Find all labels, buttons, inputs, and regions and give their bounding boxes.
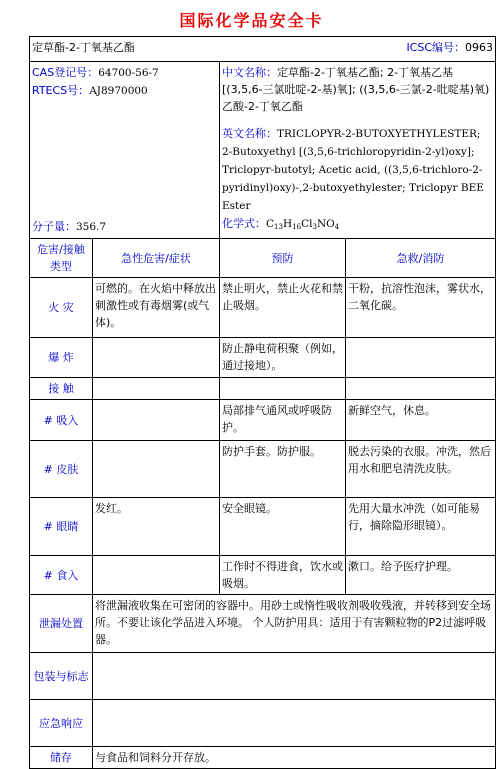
row-packaging <box>30 653 496 700</box>
packaging-text <box>93 653 496 700</box>
chemical-formula: $C_{13}H_{16}Cl_3NO_4$ <box>266 218 340 231</box>
chemical-name: 定草酯-2-丁氧基乙酯 <box>32 41 135 54</box>
storage-label: 储存 <box>30 747 93 769</box>
header-acute: 急性危害/症状 <box>93 239 220 278</box>
row-acute <box>93 338 220 378</box>
row-explosion <box>30 338 496 378</box>
rtecs-label: RTECS号： <box>32 84 90 97</box>
row-prevention: 禁止明火，禁止火花和禁止吸烟。 <box>220 278 346 338</box>
icsc-label: ICSC编号： <box>406 41 466 54</box>
row-first-aid <box>346 378 496 400</box>
row-contact <box>30 378 496 400</box>
row-acute: 可燃的。在火焰中释放出刺激性或有毒烟雾(或气体)。 <box>93 278 220 338</box>
row-first-aid: 新鲜空气，休息。 <box>346 400 496 441</box>
row-prevention: 防止静电荷积聚（例如，通过接地）。 <box>220 338 346 378</box>
en-name-value: TRICLOPYR-2-BUTOXYETHYLESTER; 2-Butoxyethyl [(3,5,6-trichloropyridin-2-yl)oxy]; Triclopyr-butotyl; Acetic acid, ((3,5,6-trichloro-2-pyridinyl)oxy)-,2-butoxyethylester; Triclopyr BEE Ester <box>222 128 484 212</box>
row-first-aid <box>346 338 496 378</box>
en-name-label: 英文名称： <box>222 127 277 140</box>
emergency-label: 应急响应 <box>30 700 93 747</box>
row-first-aid: 漱口。给予医疗护理。 <box>346 556 496 595</box>
row-prevention: 局部排气通风或呼吸防护。 <box>220 400 346 441</box>
row-acute: 发红。 <box>93 498 220 556</box>
molecular-weight: 356.7 <box>76 221 107 233</box>
cn-name-value: 定草酯-2-丁氧基乙酯; 2-丁氧基乙基[(3,5,6-三氯吡啶-2-基)氧]; ((3,5,6-三氯-2-吡啶基)氧)乙酸-2-丁氧乙酯 <box>222 66 490 113</box>
row-first-aid: 先用大量水冲洗（如可能易行，摘除隐形眼镜）。 <box>346 498 496 556</box>
row-prevention: 防护手套。防护服。 <box>220 441 346 498</box>
safety-card-table <box>29 36 496 769</box>
row-skin <box>30 441 496 498</box>
row-fire <box>30 278 496 338</box>
row-label: 火 灾 <box>30 278 93 338</box>
row-ingestion <box>30 556 496 595</box>
row-acute <box>93 556 220 595</box>
row-label: # 皮肤 <box>30 441 93 498</box>
row-label: 接 触 <box>30 378 93 400</box>
row-prevention <box>220 378 346 400</box>
cas-number: 64700-56-7 <box>98 67 159 79</box>
info-row <box>30 62 496 239</box>
formula-label: 化学式： <box>222 217 266 230</box>
row-label: # 吸入 <box>30 400 93 441</box>
row-storage <box>30 747 496 769</box>
row-leak <box>30 595 496 653</box>
row-label: # 食入 <box>30 556 93 595</box>
packaging-label: 包装与标志 <box>30 653 93 700</box>
name-row <box>30 37 496 62</box>
rtecs-number: AJ8970000 <box>89 85 148 97</box>
leak-label: 泄漏处置 <box>30 595 93 653</box>
row-prevention: 工作时不得进食，饮水或吸烟。 <box>220 556 346 595</box>
header-first-aid: 急救/消防 <box>346 239 496 278</box>
mw-label: 分子量： <box>32 220 76 233</box>
row-acute <box>93 441 220 498</box>
leak-text: 将泄漏液收集在可密闭的容器中。用砂土或惰性吸收剂吸收残液，并转移到安全场所。不要让该化学品进入环境。 个人防护用具：适用于有害颗粒物的P2过滤呼吸器。 <box>93 595 496 653</box>
row-label: 爆 炸 <box>30 338 93 378</box>
row-first-aid: 脱去污染的衣服。冲洗，然后用水和肥皂清洗皮肤。 <box>346 441 496 498</box>
header-prevention: 预防 <box>220 239 346 278</box>
row-first-aid: 干粉，抗溶性泡沫，雾状水，二氧化碳。 <box>346 278 496 338</box>
cas-label: CAS登记号： <box>32 66 99 79</box>
header-row <box>30 239 496 278</box>
row-label: # 眼睛 <box>30 498 93 556</box>
cn-name-label: 中文名称： <box>222 66 277 79</box>
header-type: 危害/接触类型 <box>30 239 93 278</box>
card-title: 国际化学品安全卡 <box>179 11 324 30</box>
row-prevention: 安全眼镜。 <box>220 498 346 556</box>
emergency-text <box>93 700 496 747</box>
row-inhalation <box>30 400 496 441</box>
icsc-number: 0963 <box>465 41 494 54</box>
row-acute <box>93 400 220 441</box>
storage-text: 与食品和饲料分开存放。 <box>93 747 496 769</box>
row-eyes <box>30 498 496 556</box>
row-acute <box>93 378 220 400</box>
row-emergency <box>30 700 496 747</box>
